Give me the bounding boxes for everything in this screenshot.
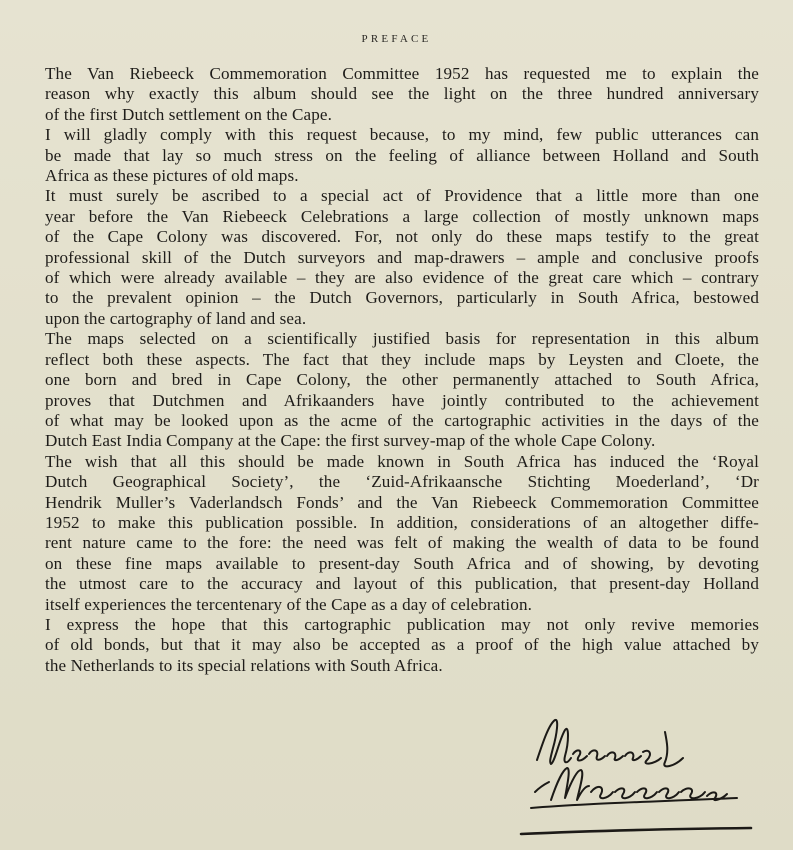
text-line: Africa as these pictures of old maps. (45, 166, 299, 186)
text-line: upon the cartography of land and sea. (45, 308, 307, 328)
text-line: the Netherlands to its special relations with South Africa. (45, 655, 443, 675)
text-line: reflect both these aspects. The fact that they include maps by Leysten and Cloete, the (45, 349, 759, 369)
text-line: I will gladly comply with this request because, to my mind, few public utterances can (45, 125, 759, 145)
text-line: one born and bred in Cape Colony, the other permanently attached to South Africa, (45, 370, 759, 390)
text-line: The maps selected on a scientifically justified basis for representation in this album (45, 329, 759, 349)
text-line: of what may be looked upon as the acme of the cartographic activities in the days of the (45, 410, 759, 430)
text-line: to the prevalent opinion – the Dutch Governors, particularly in South Africa, bestowed (45, 288, 759, 308)
text-line: 1952 to make this publication possible. In addition, considerations of an altogether diffe- (45, 512, 759, 532)
text-line: of the Cape Colony was discovered. For, not only do these maps testify to the great (45, 227, 759, 247)
paragraph (45, 329, 759, 451)
paragraph (45, 615, 759, 676)
text-line: professional skill of the Dutch surveyors and map-drawers – ample and conclusive proofs (45, 247, 759, 267)
text-line: proves that Dutchmen and Afrikaanders have jointly contributed to the achievement (45, 390, 759, 410)
text-line: Hendrik Muller’s Vaderlandsch Fonds’ and the Van Riebeeck Commemoration Committee (45, 492, 759, 512)
text-line: It must surely be ascribed to a special act of Providence that a little more than one (45, 186, 759, 206)
text-line: itself experiences the tercentenary of the Cape as a day of celebration. (45, 594, 533, 614)
paragraph (45, 452, 759, 615)
text-line: the utmost care to the accuracy and layout of this publication, that present-day Holland (45, 574, 759, 594)
text-line: Dutch East India Company at the Cape: the first survey-map of the whole Cape Colony. (45, 431, 656, 451)
text-line: The wish that all this should be made known in South Africa has induced the ‘Royal (45, 451, 759, 471)
text-line: I express the hope that this cartographic publication may not only revive memories (45, 614, 759, 634)
paragraph (45, 186, 759, 329)
text-line: year before the Van Riebeeck Celebrations a large collection of mostly unknown maps (45, 206, 759, 226)
text-line: Dutch Geographical Society’, the ‘Zuid-Afrikaansche Stichting Moederland’, ‘Dr (45, 472, 759, 492)
text-line: of old bonds, but that it may also be accepted as a proof of the high value attached by (45, 635, 759, 655)
handwritten-signature-icon (515, 712, 755, 847)
preface-body (45, 64, 759, 676)
text-line: be made that lay so much stress on the feeling of alliance between Holland and South (45, 145, 759, 165)
paragraph (45, 125, 759, 186)
text-line: reason why exactly this album should see the light on the three hundred anniversary (45, 84, 759, 104)
text-line: of the first Dutch settlement on the Cape. (45, 104, 333, 124)
page-heading: PREFACE (361, 33, 432, 45)
text-line: The Van Riebeeck Commemoration Committee 1952 has requested me to explain the (45, 64, 759, 83)
paragraph (45, 64, 759, 125)
text-line: of which were already available – they are also evidence of the great care which – contrary (45, 268, 759, 288)
text-line: rent nature came to the fore: the need was felt of making the wealth of data to be found (45, 533, 759, 553)
text-line: on these fine maps available to present-day South Africa and of showing, by devoting (45, 553, 759, 573)
